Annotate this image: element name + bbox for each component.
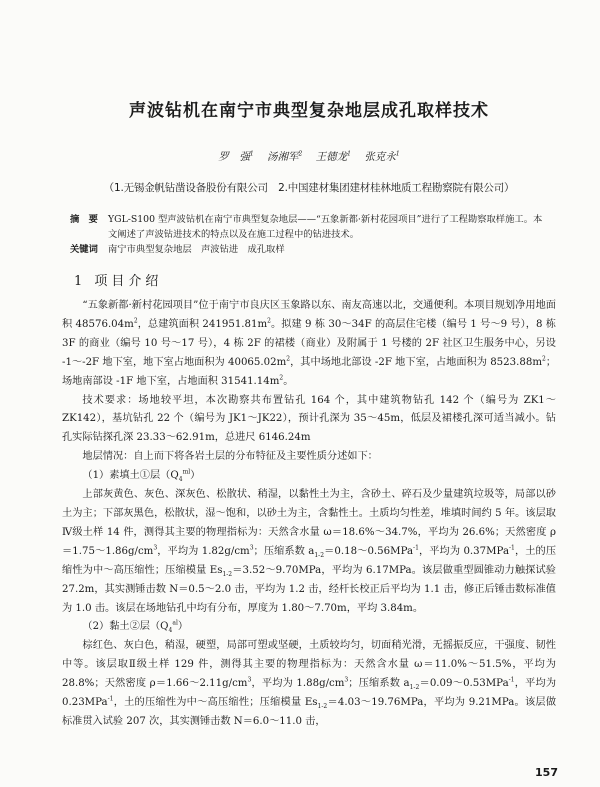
abstract-block — [70, 212, 548, 257]
author-3: 王德龙$^1$ — [315, 150, 351, 163]
subheading-clay: （2）黏土②层$(Q_4^{al})$ — [82, 620, 189, 635]
body-text — [62, 297, 556, 732]
section-title: 项目介绍 — [94, 274, 163, 289]
subheading-fill: （1）素填土①层$(Q_4^{ml})$ — [82, 468, 201, 484]
author-list — [62, 149, 556, 164]
paragraph-clay: 棕红色、灰白色，稍湿，硬塑，局部可塑或坚硬，土质较均匀，切面稍光滑，无摇振反应，干强度、韧性中等。该层取Ⅱ级土样 129 件，测得其主要的物理指标为：天然含水量 ω＝11.0%～51.5%，平均为 28.8%；天然密度 $\rho=1.66\sim 2.11g/cm^3$，平均为 $1.88g/cm^3$；压缩系数 $a_{1-2}=0.09\sim 0.53MPa^{-1}$，平均为 0.23MPa$^{-1}$，土的压缩性为中～高压缩性；压缩模量 $Es_{1-2}=4.03\sim 19.76MPa$，平均为 9.21MPa。该层做标准贯入试验 207 次，其实测锤击数 N＝6.0～11.0 击， — [62, 640, 557, 727]
abstract-text: YGL-S100 型声波钻机在南宁市典型复杂地层——“五象新都·新村花园项目”进行了工程勘察取样施工。本文阐述了声波钻进技术的特点以及在施工过程中的钻进技术。 — [108, 214, 543, 240]
keywords — [70, 242, 548, 257]
affiliations: （1.无锡金帆钻凿设备股份有限公司 2.中国建材集团建材桂林地质工程勘察院有限公司） — [103, 182, 515, 194]
keywords-label: 关键词 — [70, 244, 98, 255]
section-number: 1 — [74, 274, 87, 289]
paragraph-fill: 上部灰黄色、灰色、深灰色、松散状、稍湿，以黏性土为主，含砂土、碎石及少量建筑垃圾等，局部以砂土为主；下部灰黑色，松散状，湿～饱和，以砂土为主，含黏性土。土质均匀性差，堆填时间约 5 年。该层取Ⅳ级土样 14 件，测得其主要的物理指标为：天然含水量 ω＝18.6%～34.7%，平均为 26.6%；天然密度 $\rho=1.75\sim 1.86g/cm^3$，平均为 $1.82g/cm^3$；压缩系数 $a_{1-2}=0.18\sim 0.56MPa^{-1}$，平均为 0.37MPa$^{-1}$，土的压缩性为中～高压缩性；压缩模量 $Es_{1-2}=3.52\sim 9.70MPa$，平均为 6.17MPa。该层做重型圆锥动力触探试验 27.2m，其实测锤击数 N＝0.5～2.0 击，平均为 1.2 击，经杆长校正后平均为 1.1 击，修正后锤击数标准值为 1.0 击。该层在场地钻孔中均有分布，厚度为 1.80～7.70m，平均 3.84m。 — [62, 489, 557, 614]
keywords-text: 南宁市典型复杂地层 声波钻进 成孔取样 — [108, 244, 285, 255]
paragraph-requirements: 技术要求：场地较平坦，本次勘察共布置钻孔 164 个，其中建筑物钻孔 142 个（编号为 ZK1～ZK142），基坑钻孔 22 个（编号为 JK1～JK22），预计孔深为 35～45m，低层及裙楼孔深可适当减小。钻孔实际钻探孔深 23.33～62.91m，总进尺 6146.24m — [62, 394, 556, 444]
article-title: 声波钻机在南宁市典型复杂地层成孔取样技术 — [129, 101, 489, 121]
author-1: 罗 强$^1$ — [218, 150, 254, 163]
abstract-label: 摘 要 — [70, 214, 98, 225]
page-number: 157 — [535, 766, 558, 779]
paragraph-strata: 地层情况：自上而下将各岩土层的分布特征及主要性质分述如下： — [82, 451, 378, 463]
author-4: 张克永$^1$ — [364, 150, 400, 163]
section-heading — [74, 270, 162, 289]
author-2: 汤湘军$^2$ — [267, 150, 303, 163]
abstract — [70, 212, 548, 242]
paragraph-project: “五象新都·新村花园项目”位于南宁市良庆区玉象路以东、南友高速以北，交通便利。本项目规划净用地面积 $48576.04m^2$，总建筑面积 $241951.81m^2$。拟建 9 栋 30～34F 的高层住宅楼（编号 1 号～9 号），8 栋 3F 的商业（编号 10 号～17 号），4 栋 2F 的裙楼（商业）及附属于 1 号楼的 2F 社区卫生服务中心，另设 -1～-2F 地下室，地下室占地面积为 $40065.02m^2$，其中场地北部设 -2F 地下室，占地面积为 $8523.88m^2$；场地南部设 -1F 地下室，占地面积 $31541.14m^2$。 — [62, 300, 556, 387]
